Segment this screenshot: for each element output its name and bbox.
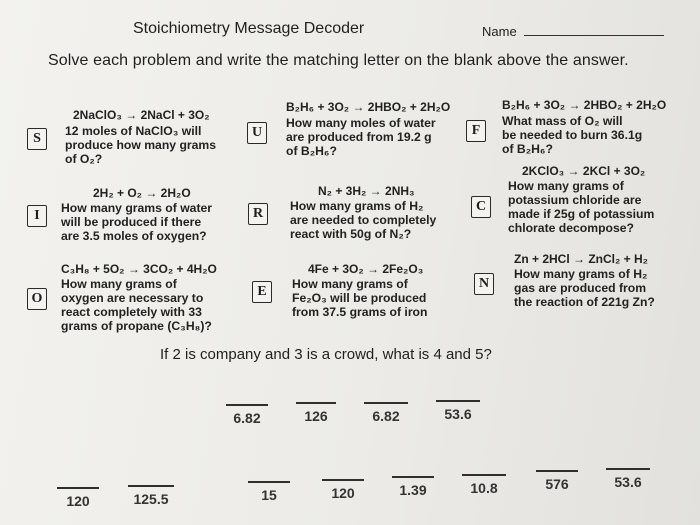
problem-equation: 4Fe + 3O₂ → 2Fe₂O₃ xyxy=(308,262,424,276)
answer-blank[interactable] xyxy=(436,400,480,422)
problem-equation: 2H₂ + O₂ → 2H₂O xyxy=(93,186,191,200)
letter-box-s: S xyxy=(27,128,47,150)
letter-box-c: C xyxy=(471,196,491,218)
letter-box-r: R xyxy=(248,203,268,225)
problem-equation: C₃H₈ + 5O₂ → 3CO₂ + 4H₂O xyxy=(61,262,217,276)
answer-value: 125.5 xyxy=(133,491,169,507)
letter-box-e: E xyxy=(252,281,272,303)
answer-value: 6.82 xyxy=(372,408,400,424)
problem-question-line: will be produced if there xyxy=(61,215,202,229)
answer-blank[interactable] xyxy=(392,476,434,498)
problem-equation: 2NaClO₃ → 2NaCl + 3O₂ xyxy=(73,108,210,122)
answer-blank[interactable] xyxy=(248,481,290,503)
answer-value: 576 xyxy=(545,476,569,492)
letter-box-u: U xyxy=(247,122,267,144)
instructions: Solve each problem and write the matching letter on the blank above the answer. xyxy=(48,52,629,69)
answer-value: 6.82 xyxy=(233,410,261,426)
problem-u xyxy=(286,100,450,158)
answer-value: 120 xyxy=(331,485,355,501)
answer-blank[interactable] xyxy=(364,402,408,424)
problem-question-line: react with 50g of N₂? xyxy=(290,227,412,241)
answer-value: 10.8 xyxy=(470,480,498,496)
problem-question-line: of B₂H₆? xyxy=(502,142,553,156)
problem-equation: B₂H₆ + 3O₂ → 2HBO₂ + 2H₂O xyxy=(502,98,667,112)
problem-question-line: How many grams of xyxy=(61,277,177,291)
problem-question-line: are 3.5 moles of oxygen? xyxy=(61,229,207,243)
answer-blank[interactable] xyxy=(536,470,578,492)
problem-i xyxy=(61,186,212,243)
problem-question-line: potassium chloride are xyxy=(508,193,642,207)
problem-o xyxy=(61,262,217,333)
answer-value: 120 xyxy=(66,493,90,509)
problem-r xyxy=(290,184,436,241)
problem-n xyxy=(514,252,655,309)
problem-equation: B₂H₆ + 3O₂ → 2HBO₂ + 2H₂O xyxy=(286,100,451,114)
problem-question-line: of O₂? xyxy=(65,152,103,166)
answer-value: 53.6 xyxy=(444,406,472,422)
problem-question-line: How many grams of H₂ xyxy=(290,199,424,213)
letter-box-n: N xyxy=(474,273,494,295)
problem-question-line: chlorate decompose? xyxy=(508,221,634,235)
answer-value: 1.39 xyxy=(399,482,427,498)
problem-equation: Zn + 2HCl → ZnCl₂ + H₂ xyxy=(514,252,649,266)
problem-question-line: How many grams of H₂ xyxy=(514,267,648,281)
problem-f xyxy=(502,98,666,156)
answer-blank[interactable] xyxy=(57,487,99,509)
problem-question-line: How many grams of xyxy=(292,277,408,291)
problem-question-line: What mass of O₂ will xyxy=(502,114,623,128)
name-label: Name xyxy=(482,24,517,39)
problem-question-line: are produced from 19.2 g xyxy=(286,130,432,144)
problem-question-line: oxygen are necessary to xyxy=(61,291,204,305)
answer-value: 53.6 xyxy=(614,474,642,490)
problem-question-line: grams of propane (C₃H₈)? xyxy=(61,319,212,333)
answer-blank[interactable] xyxy=(462,474,506,496)
problem-s xyxy=(65,108,216,166)
letter-box-i: I xyxy=(27,205,47,227)
problem-question-line: How many grams of xyxy=(508,179,624,193)
problem-question-line: the reaction of 221g Zn? xyxy=(514,295,655,309)
problem-e xyxy=(292,262,427,319)
problem-question-line: gas are produced from xyxy=(514,281,647,295)
problem-question-line: made if 25g of potassium xyxy=(508,207,655,221)
answer-blank[interactable] xyxy=(606,468,650,490)
problem-question-line: produce how many grams xyxy=(65,138,217,152)
riddle-question: If 2 is company and 3 is a crowd, what is 4 and 5? xyxy=(160,346,492,363)
problem-question-line: from 37.5 grams of iron xyxy=(292,305,428,319)
answer-blank[interactable] xyxy=(296,402,336,424)
answer-value: 15 xyxy=(261,487,277,503)
worksheet-title: Stoichiometry Message Decoder xyxy=(133,20,365,37)
problem-equation: N₂ + 3H₂ → 2NH₃ xyxy=(318,184,415,198)
problem-question-line: are needed to completely xyxy=(290,213,437,227)
letter-box-f: F xyxy=(466,120,486,142)
problem-question-line: 12 moles of NaClO₃ will xyxy=(65,124,202,138)
answer-blank[interactable] xyxy=(322,479,364,501)
answer-value: 126 xyxy=(304,408,328,424)
problem-question-line: of B₂H₆? xyxy=(286,144,337,158)
problem-question-line: How many grams of water xyxy=(61,201,213,215)
problem-c xyxy=(508,164,654,235)
problem-question-line: Fe₂O₃ will be produced xyxy=(292,291,427,305)
answer-blank[interactable] xyxy=(128,485,174,507)
answer-blank[interactable] xyxy=(226,404,268,426)
problem-question-line: be needed to burn 36.1g xyxy=(502,128,643,142)
letter-box-o: O xyxy=(27,288,47,310)
name-blank-line[interactable] xyxy=(524,35,664,36)
problem-question-line: react completely with 33 xyxy=(61,305,202,319)
problem-equation: 2KClO₃ → 2KCl + 3O₂ xyxy=(522,164,646,178)
problem-question-line: How many moles of water xyxy=(286,116,436,130)
